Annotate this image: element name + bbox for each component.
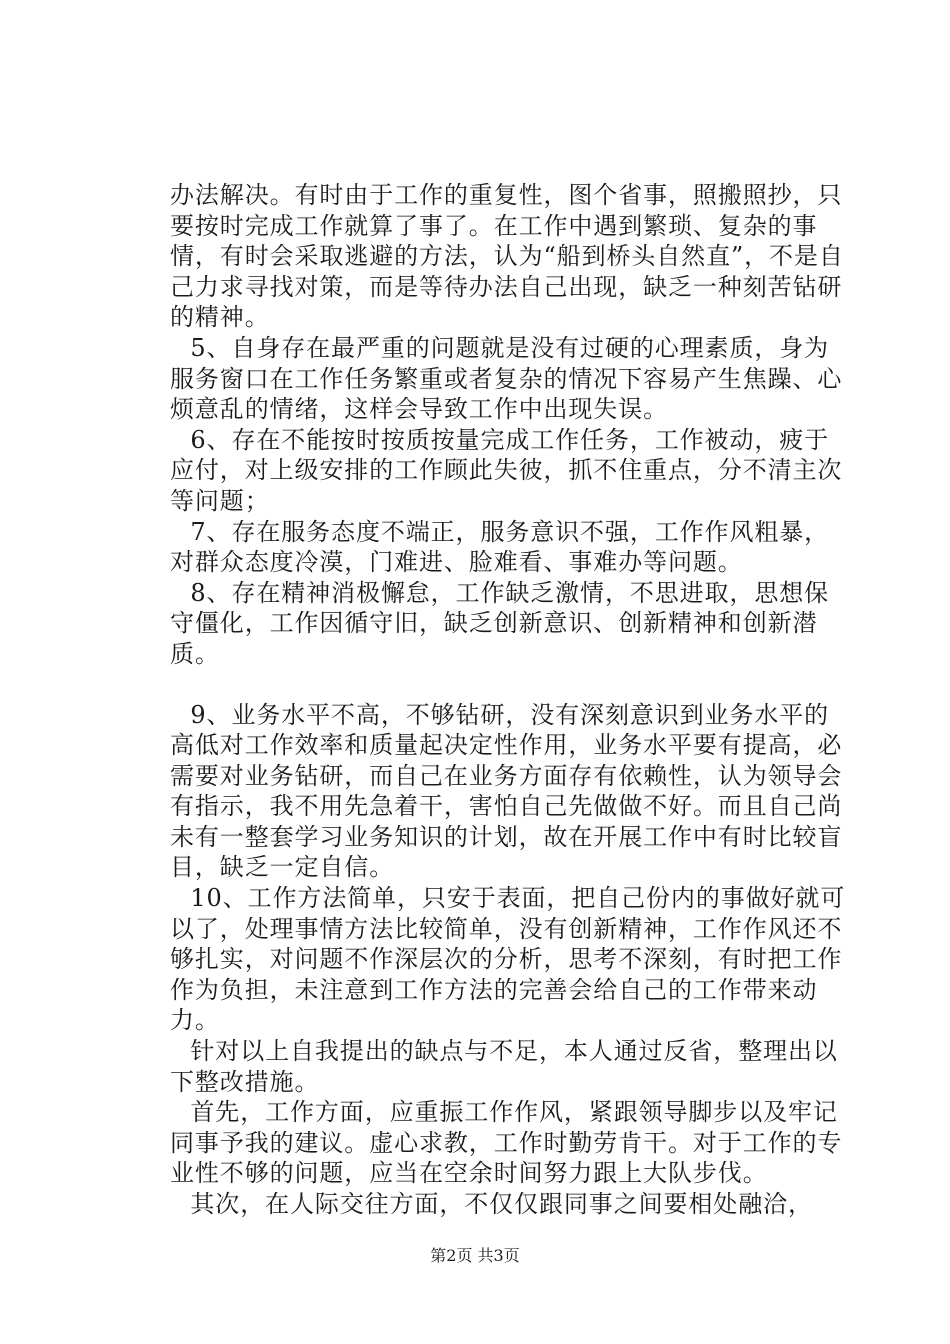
paragraph-item-8: 8、存在精神消极懈怠，工作缺乏激情，不思进取，思想保守僵化，工作因循守旧，缺乏创新意识、创新精神和创新潜质。 — [170, 578, 830, 668]
document-body — [170, 180, 850, 1220]
paragraph-item-10: 10、工作方法简单，只安于表面，把自己份内的事做好就可以了，处理事情方法比较简单，没有创新精神，工作作风还不够扎实，对问题不作深层次的分析，思考不深刻，有时把工作作为负担，未注意到工作方法的完善会给自己的工作带来动力。 — [170, 884, 846, 1035]
paragraph-item-6: 6、存在不能按时按质按量完成工作任务，工作被动，疲于应付，对上级安排的工作顾此失彼，抓不住重点，分不清主次等问题； — [170, 425, 843, 515]
paragraph-measure-first: 首先，工作方面，应重振工作作风，紧跟领导脚步以及牢记同事予我的建议。虚心求教，工作时勤劳肯干。对于工作的专业性不够的问题，应当在空余时间努力跟上大队步伐。 — [170, 1098, 843, 1188]
paragraph-item-5: 5、自身存在最严重的问题就是没有过硬的心理素质，身为服务窗口在工作任务繁重或者复杂的情况下容易产生焦躁、心烦意乱的情绪，这样会导致工作中出现失误。 — [170, 333, 843, 424]
paragraph-item-9: 9、业务水平不高，不够钻研，没有深刻意识到业务水平的高低对工作效率和质量起决定性作用，业务水平要有提高，必需要对业务钻研，而自己在业务方面存有依赖性，认为领导会有指示，我不用先急着干，害怕自己先做做不好。而且自己尚未有一整套学习业务知识的计划，故在开展工作中有时比较盲目，缺乏一定自信。 — [170, 700, 843, 882]
paragraph-item-7: 7、存在服务态度不端正，服务意识不强，工作作风粗暴，对群众态度冷漠，门难进、脸难看、事难办等问题。 — [170, 517, 830, 577]
paragraph-measure-second: 其次，在人际交往方面，不仅仅跟同事之间要相处融洽， — [190, 1190, 813, 1218]
paragraph-continuation: 办法解决。有时由于工作的重复性，图个省事，照搬照抄，只要按时完成工作就算了事了。在工作中遇到繁琐、复杂的事情，有时会采取逃避的方法，认为“船到桥头自然直”，不是自己力求寻找对策，而是等待办法自己出现，缺乏一种刻苦钻研的精神。 — [170, 181, 844, 332]
paragraph-summary: 针对以上自我提出的缺点与不足，本人通过反省，整理出以下整改措施。 — [170, 1037, 838, 1096]
page-footer: 第2页 共3页 — [430, 1246, 520, 1265]
